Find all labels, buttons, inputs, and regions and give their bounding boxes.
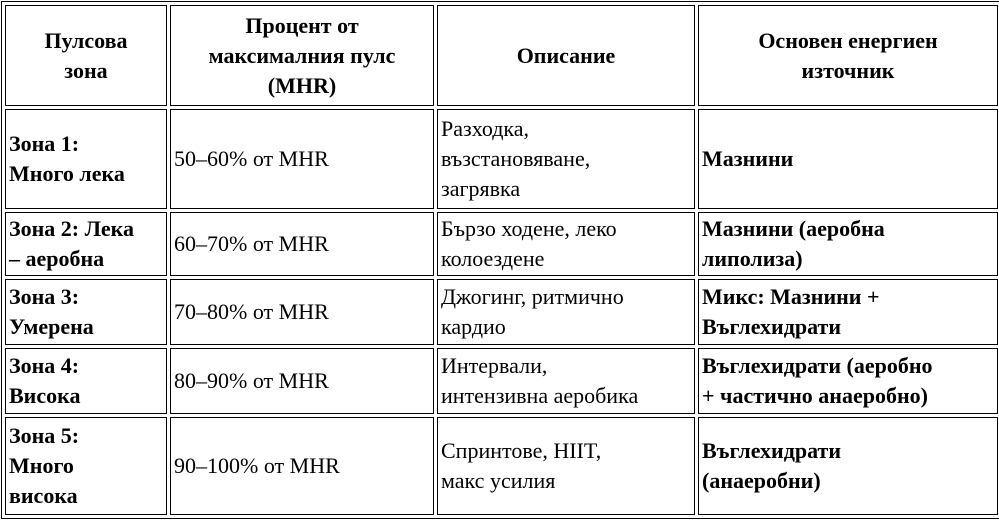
description-cell: Интервали, интензивна аеробика (437, 348, 695, 414)
table-row (5, 109, 998, 208)
zone-cell: Зона 5: Много висока (5, 417, 167, 515)
percent-cell: 90–100% от MHR (170, 417, 434, 515)
table-row (5, 212, 998, 277)
percent-cell: 50–60% от MHR (170, 109, 434, 208)
description-cell: Бързо ходене, леко колоездене (437, 212, 695, 277)
energy-source-cell: Въглехидрати (анаеробни) (698, 417, 998, 515)
zone-cell: Зона 3: Умерена (5, 279, 167, 345)
header-percent: Процент от максималния пулс (MHR) (170, 5, 434, 106)
energy-source-cell: Микс: Мазнини + Въглехидрати (698, 279, 998, 345)
header-zone: Пулсова зона (5, 5, 167, 106)
zone-cell: Зона 4: Висока (5, 348, 167, 414)
header-energy-source: Основен енергиен източник (698, 5, 998, 106)
table-row (5, 348, 998, 414)
description-cell: Разходка, възстановяване, загрявка (437, 109, 695, 208)
table-row (5, 417, 998, 515)
header-description: Описание (437, 5, 695, 106)
percent-cell: 80–90% от MHR (170, 348, 434, 414)
energy-source-cell: Мазнини (698, 109, 998, 208)
description-cell: Джогинг, ритмично кардио (437, 279, 695, 345)
energy-source-cell: Мазнини (аеробна липолиза) (698, 212, 998, 277)
percent-cell: 70–80% от MHR (170, 279, 434, 345)
energy-source-cell: Въглехидрати (аеробно + частично анаеробно) (698, 348, 998, 414)
zone-cell: Зона 1: Много лека (5, 109, 167, 208)
table-row (5, 279, 998, 345)
heart-rate-zones-table (1, 1, 999, 519)
percent-cell: 60–70% от MHR (170, 212, 434, 277)
zone-cell: Зона 2: Лека – аеробна (5, 212, 167, 277)
table-header-row (5, 5, 998, 106)
description-cell: Спринтове, HIIT, макс усилия (437, 417, 695, 515)
